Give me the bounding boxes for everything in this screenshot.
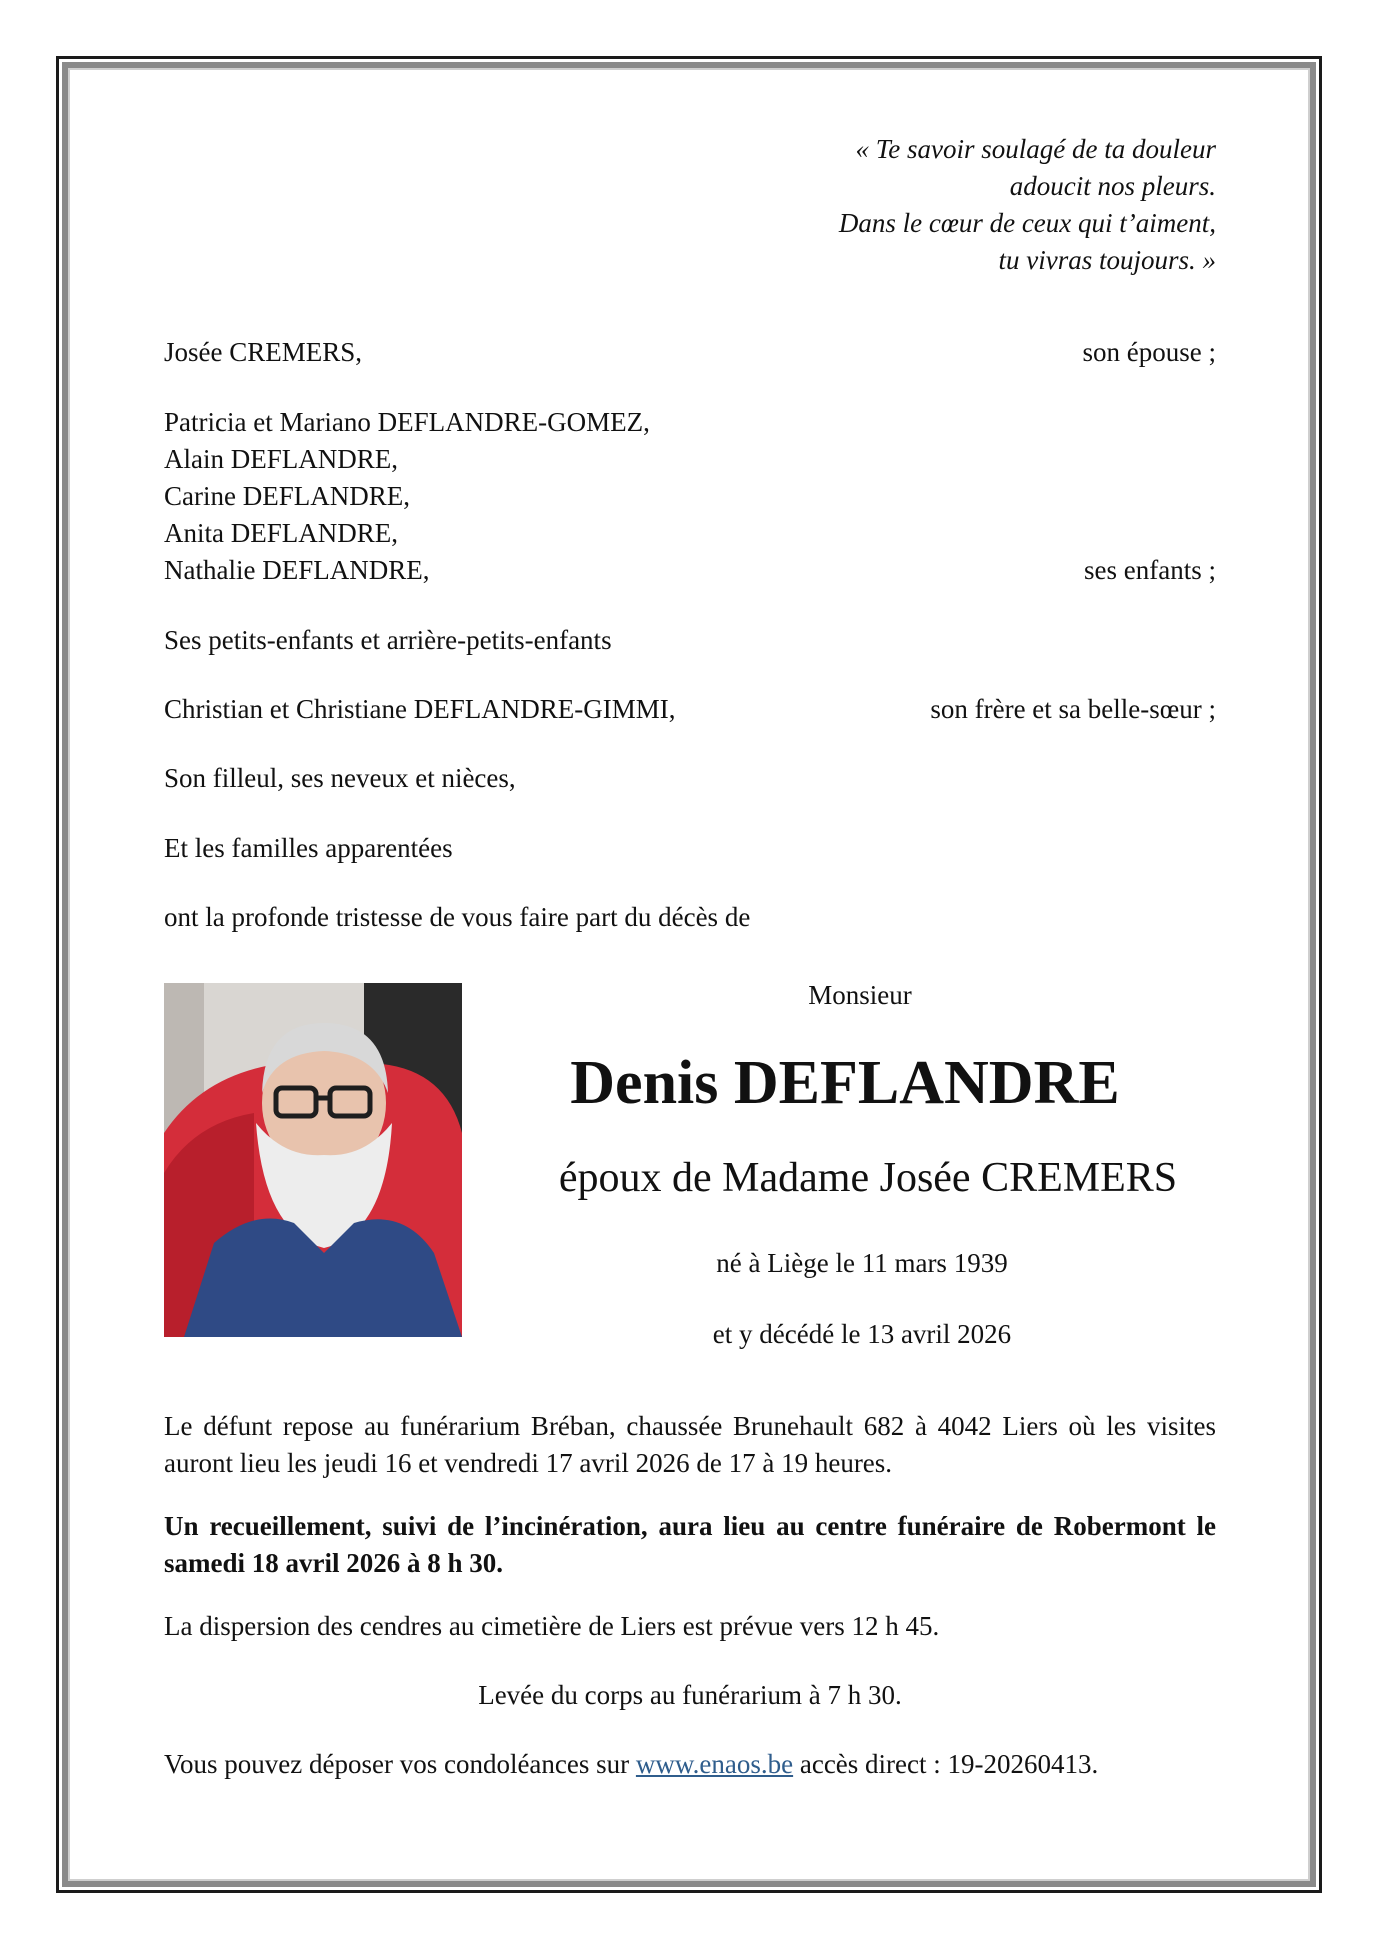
deceased-died: et y décédé le 13 avril 2026 <box>712 1319 1012 1349</box>
child-name: Nathalie DEFLANDRE, <box>164 555 430 585</box>
ceremony-paragraph: Un recueillement, suivi de l’incinération, aura lieu au centre funéraire de Robermont le samedi 18 avril 2026 à 8 h 30. <box>164 1511 1216 1578</box>
deceased-name: Denis DEFLANDRE <box>570 1049 1120 1117</box>
deceased-born: né à Liège le 11 mars 1939 <box>716 1248 1008 1278</box>
godchild-line: Son filleul, ses neveux et nièces, <box>164 763 516 793</box>
condolences-suffix: accès direct : 19-20260413. <box>799 1749 1099 1779</box>
child-name: Patricia et Mariano DEFLANDRE-GOMEZ, <box>164 407 650 437</box>
brother-name: Christian et Christiane DEFLANDRE-GIMMI, <box>164 694 676 724</box>
deceased-spouse-line: époux de Madame Josée CREMERS <box>558 1155 1178 1201</box>
quote-line: tu vivras toujours. » <box>998 245 1216 275</box>
repose-paragraph: Le défunt repose au funérarium Bréban, chaussée Brunehault 682 à 4042 Liers où les visites auront lieu les jeudi 16 et vendredi 17 avril 2026 de 17 à 19 heures. <box>164 1411 1216 1478</box>
epitaph-quote <box>839 131 1216 279</box>
quote-line: « Te savoir soulagé de ta douleur <box>855 134 1216 164</box>
spouse-name: Josée CREMERS, <box>164 337 363 367</box>
child-name: Anita DEFLANDRE, <box>164 518 398 548</box>
brother-role: son frère et sa belle-sœur ; <box>930 694 1216 724</box>
announcement-line: ont la profonde tristesse de vous faire part du décès de <box>164 902 751 932</box>
families-line: Et les familles apparentées <box>164 833 453 863</box>
condolences-link[interactable]: www.enaos.be <box>635 1749 794 1779</box>
spouse-role: son épouse ; <box>1082 337 1216 367</box>
child-name: Carine DEFLANDRE, <box>164 481 410 511</box>
child-name: Alain DEFLANDRE, <box>164 444 398 474</box>
quote-line: adoucit nos pleurs. <box>1009 171 1216 201</box>
dispersion-paragraph: La dispersion des cendres au cimetière de Liers est prévue vers 12 h 45. <box>164 1611 940 1641</box>
quote-line: Dans le cœur de ceux qui t’aiment, <box>838 208 1216 238</box>
deceased-photo <box>164 983 462 1337</box>
deceased-title: Monsieur <box>808 980 912 1010</box>
condolences-paragraph <box>164 1746 1216 1783</box>
children-role: ses enfants ; <box>1084 555 1216 585</box>
condolences-prefix: Vous pouvez déposer vos condoléances sur <box>164 1749 630 1779</box>
levee-line: Levée du corps au funérarium à 7 h 30. <box>478 1680 902 1710</box>
grandchildren-line: Ses petits-enfants et arrière-petits-enfants <box>164 625 612 655</box>
